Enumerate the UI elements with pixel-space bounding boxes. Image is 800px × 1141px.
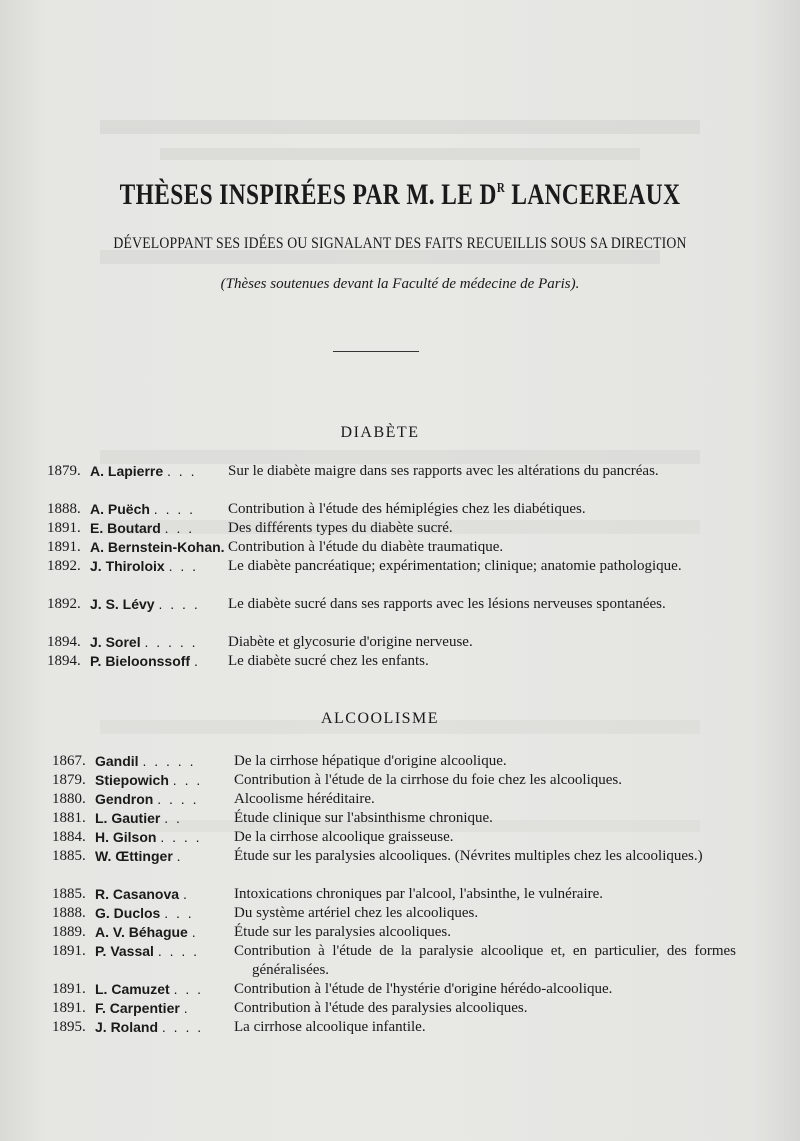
entry-author-name: P. Vassal bbox=[95, 943, 154, 959]
entry-year: 1892. bbox=[47, 596, 81, 612]
entry-year: 1881. bbox=[52, 810, 86, 826]
entry-year: 1884. bbox=[52, 829, 86, 845]
entry-row bbox=[47, 538, 722, 557]
entry-leader-dots: . bbox=[176, 848, 183, 864]
entry-author bbox=[95, 904, 194, 923]
entry-title: Intoxications chroniques par l'alcool, l'absinthe, le vulnéraire. bbox=[234, 886, 604, 902]
faculty-note: (Thèses soutenues devant la Faculté de médecine de Paris). bbox=[220, 276, 580, 292]
page-title: THÈSES INSPIRÉES PAR M. LE $D^R$ LANCEREAUX bbox=[119, 178, 681, 211]
entry-row bbox=[52, 847, 718, 885]
entry-year: 1879. bbox=[47, 463, 81, 479]
entry-author bbox=[95, 790, 198, 809]
entry-leader-dots: . . . bbox=[172, 772, 203, 788]
entry-row bbox=[52, 771, 718, 790]
entry-leader-dots: . bbox=[183, 1000, 190, 1016]
entry-year: 1879. bbox=[52, 772, 86, 788]
entry-author-name: W. Œttinger bbox=[95, 848, 173, 864]
entry-author bbox=[90, 500, 195, 519]
entry-title: Contribution à l'étude du diabète traumatique. bbox=[228, 539, 504, 555]
entry-title: De la cirrhose hépatique d'origine alcoolique. bbox=[234, 753, 507, 769]
entry-author bbox=[95, 771, 202, 790]
entry-author-name: L. Gautier bbox=[95, 810, 161, 826]
entry-author-name: Stiepowich bbox=[95, 772, 169, 788]
entry-leader-dots: . . . . . bbox=[144, 634, 198, 650]
entry-leader-dots: . . . . bbox=[160, 829, 202, 845]
entry-year: 1891. bbox=[52, 943, 86, 959]
entry-title: Alcoolisme héréditaire. bbox=[234, 791, 375, 807]
entry-author-name: Gendron bbox=[95, 791, 154, 807]
entry-year: 1885. bbox=[52, 886, 86, 902]
entry-leader-dots: . . . . bbox=[161, 1019, 204, 1035]
section-title-alcoolisme: ALCOOLISME bbox=[320, 710, 440, 727]
entry-title: La cirrhose alcoolique infantile. bbox=[234, 1019, 426, 1035]
entry-title: Contribution à l'étude de la cirrhose du foie chez les alcooliques. bbox=[234, 772, 622, 788]
entry-year: 1891. bbox=[52, 981, 86, 997]
entry-year: 1891. bbox=[47, 539, 81, 555]
entry-author-name: F. Carpentier bbox=[95, 1000, 180, 1016]
entry-leader-dots: . . . bbox=[173, 981, 204, 997]
entry-author-name: J. S. Lévy bbox=[90, 596, 155, 612]
entry-leader-dots: . . . bbox=[168, 558, 199, 574]
entry-row bbox=[47, 595, 722, 633]
entry-row bbox=[47, 462, 722, 500]
entry-author-name: A. Bernstein-Kohan. bbox=[90, 539, 225, 555]
entry-title: Des différents types du diabète sucré. bbox=[228, 520, 453, 536]
entry-author bbox=[95, 828, 202, 847]
entry-row bbox=[47, 652, 722, 671]
entry-title: Sur le diabète maigre dans ses rapports avec les altérations du pancréas. bbox=[228, 463, 659, 479]
entry-year: 1894. bbox=[47, 653, 81, 669]
entry-row bbox=[52, 790, 718, 809]
entry-author-name: J. Sorel bbox=[90, 634, 141, 650]
entry-author-name: G. Duclos bbox=[95, 905, 161, 921]
entry-title: Contribution à l'étude des hémiplégies chez les diabétiques. bbox=[228, 501, 586, 517]
entry-title: Étude sur les paralysies alcooliques. (Névrites multiples chez les alcooliques.) bbox=[234, 848, 703, 864]
entry-author bbox=[90, 595, 200, 614]
entry-leader-dots: . . . bbox=[164, 905, 194, 921]
entry-author bbox=[95, 942, 199, 961]
entry-author-name: R. Casanova bbox=[95, 886, 180, 902]
entry-row bbox=[47, 557, 722, 595]
entry-author-name: A. Lapierre bbox=[90, 463, 164, 479]
entry-year: 1880. bbox=[52, 791, 86, 807]
entry-author bbox=[95, 752, 195, 771]
entry-author-name: E. Boutard bbox=[90, 520, 161, 536]
entry-row bbox=[47, 633, 722, 652]
entry-author bbox=[90, 652, 200, 671]
entry-title: Le diabète sucré dans ses rapports avec les lésions nerveuses spontanées. bbox=[228, 596, 666, 612]
entry-author-name: P. Bieloonssoff bbox=[90, 653, 191, 669]
entry-row bbox=[52, 1018, 718, 1037]
entry-row bbox=[52, 752, 718, 771]
entry-author bbox=[90, 519, 194, 538]
entry-leader-dots: . . . bbox=[164, 520, 195, 536]
entry-row bbox=[52, 980, 718, 999]
entry-author bbox=[90, 462, 196, 481]
entry-leader-dots: . bbox=[193, 653, 200, 669]
entry-row bbox=[52, 942, 736, 980]
entry-leader-dots: . . . . bbox=[153, 501, 196, 517]
entry-row bbox=[52, 828, 718, 847]
entry-title: De la cirrhose alcoolique graisseuse. bbox=[234, 829, 454, 845]
entry-author bbox=[95, 923, 198, 942]
entry-leader-dots: . bbox=[182, 886, 189, 902]
entry-author-name: Gandil bbox=[95, 753, 139, 769]
entry-title: Contribution à l'étude des paralysies alcooliques. bbox=[234, 1000, 528, 1016]
entry-year: 1891. bbox=[47, 520, 81, 536]
entry-author bbox=[95, 999, 190, 1018]
entry-leader-dots: . . . . . bbox=[142, 753, 196, 769]
entry-leader-dots: . . . . bbox=[158, 596, 200, 612]
entry-year: 1867. bbox=[52, 753, 86, 769]
entry-row bbox=[52, 885, 718, 904]
entry-author bbox=[95, 1018, 203, 1037]
entry-leader-dots: . . . . bbox=[157, 943, 200, 959]
entry-row bbox=[52, 904, 718, 923]
entry-leader-dots: . . . . bbox=[157, 791, 199, 807]
entry-title: Diabète et glycosurie d'origine nerveuse. bbox=[228, 634, 473, 650]
entry-leader-dots: . . bbox=[164, 810, 182, 826]
entry-author-name: J. Thiroloix bbox=[90, 558, 165, 574]
entry-author-name: A. V. Béhague bbox=[95, 924, 188, 940]
entry-author-name: J. Roland bbox=[95, 1019, 159, 1035]
entry-author bbox=[95, 809, 182, 828]
entry-author-name: L. Camuzet bbox=[95, 981, 170, 997]
entry-year: 1888. bbox=[52, 905, 86, 921]
entry-author bbox=[90, 538, 225, 557]
entry-title: Le diabète pancréatique; expérimentation; clinique; anatomie pathologique. bbox=[228, 558, 682, 574]
section-title-diabete: DIABÈTE bbox=[340, 424, 420, 441]
entry-author bbox=[90, 557, 198, 576]
entry-year: 1894. bbox=[47, 634, 81, 650]
entry-author bbox=[95, 885, 189, 904]
entry-title: Le diabète sucré chez les enfants. bbox=[228, 653, 429, 669]
entry-leader-dots: . . . bbox=[167, 463, 197, 479]
entry-year: 1885. bbox=[52, 848, 86, 864]
entry-title: Du système artériel chez les alcooliques. bbox=[234, 905, 479, 921]
entry-row bbox=[47, 500, 722, 519]
entry-year: 1895. bbox=[52, 1019, 86, 1035]
entry-year: 1889. bbox=[52, 924, 86, 940]
entry-author bbox=[95, 980, 203, 999]
entry-title: Étude sur les paralysies alcooliques. bbox=[234, 924, 452, 940]
entry-author bbox=[90, 633, 198, 652]
divider bbox=[333, 351, 419, 352]
entry-author-name: H. Gilson bbox=[95, 829, 157, 845]
entry-title: Contribution à l'étude de l'hystérie d'origine hérédo-alcoolique. bbox=[234, 981, 613, 997]
entry-title: Étude clinique sur l'absinthisme chronique. bbox=[234, 810, 493, 826]
entry-leader-dots: . bbox=[191, 924, 198, 940]
entry-year: 1892. bbox=[47, 558, 81, 574]
entry-row bbox=[47, 519, 722, 538]
page-subtitle: DÉVELOPPANT SES IDÉES OU SIGNALANT DES FAITS RECUEILLIS SOUS SA DIRECTION bbox=[113, 235, 687, 252]
entry-author bbox=[95, 847, 183, 866]
entry-title: Contribution à l'étude de la paralysie alcoolique et, en particulier, des formes généralisées. bbox=[234, 943, 736, 978]
entry-row bbox=[52, 923, 718, 942]
entry-row bbox=[52, 809, 718, 828]
entry-year: 1891. bbox=[52, 1000, 86, 1016]
entry-row bbox=[52, 999, 718, 1018]
entry-author-name: A. Puëch bbox=[90, 501, 150, 517]
entry-year: 1888. bbox=[47, 501, 81, 517]
